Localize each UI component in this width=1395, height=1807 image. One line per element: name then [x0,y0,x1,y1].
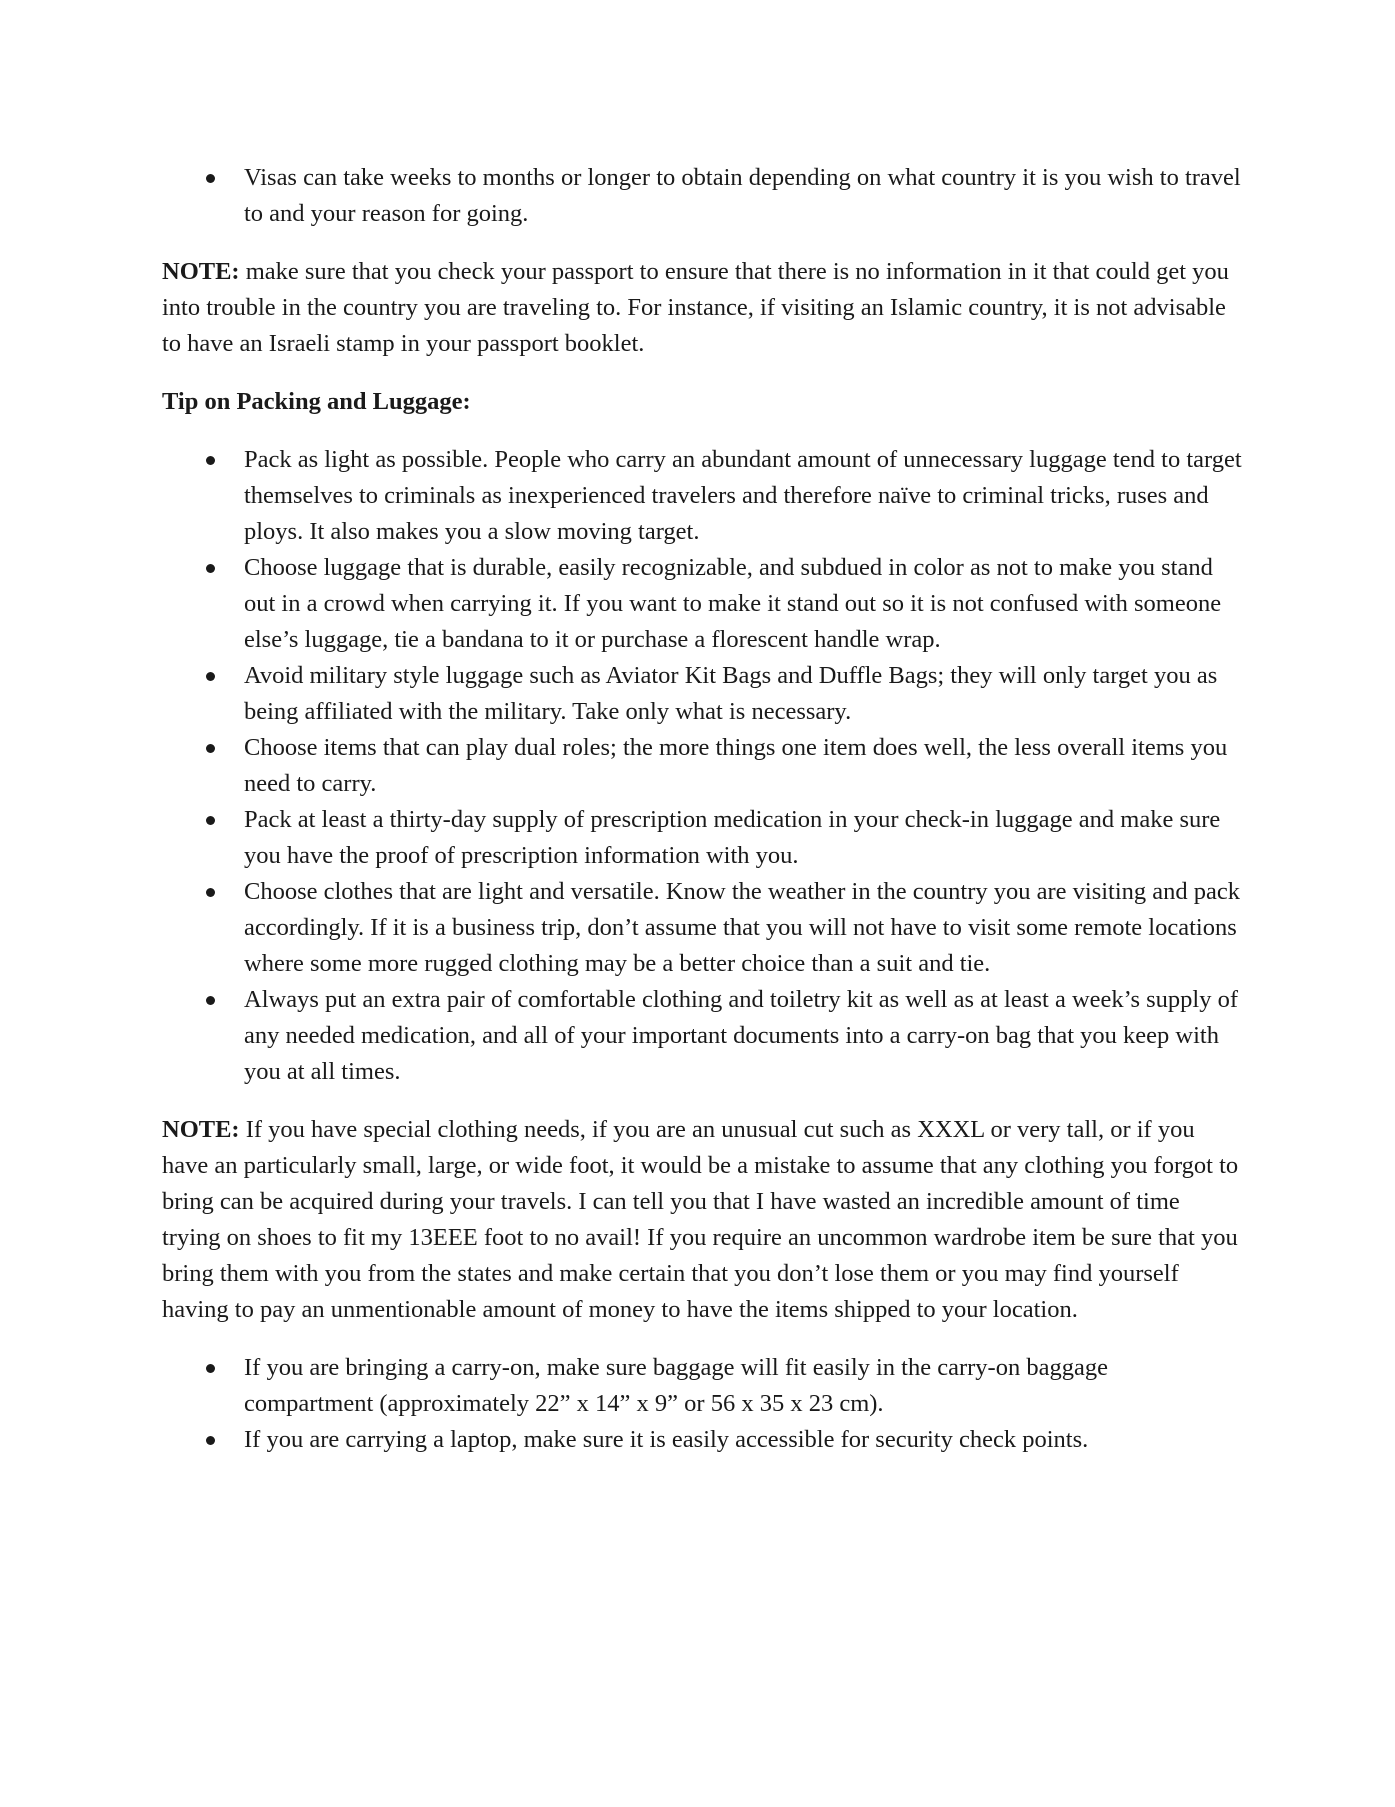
list-item-text: If you are carrying a laptop, make sure it is easily accessible for security check points. [244,1426,1089,1453]
bullet-icon [206,888,215,897]
list-item [162,442,1242,550]
list-item [162,1422,1242,1458]
list-item [162,982,1242,1090]
bullet-icon [206,1364,215,1373]
list-item [162,874,1242,982]
note-text: If you have special clothing needs, if you are an unusual cut such as XXXL or very tall, or if you have an particularly small, large, or wide foot, it would be a mistake to assume that any clothing you forgot to bring can be acquired during your travels. I can tell you that I have wasted an incredible amount of time trying on shoes to fit my 13EEE foot to no avail! If you require an uncommon wardrobe item be sure that you bring them with you from the states and make certain that you don’t lose them or you may find yourself having to pay an unmentionable amount of money to have the items shipped to your location. [162,1116,1239,1323]
document-page [162,160,1242,1458]
note-text: make sure that you check your passport to ensure that there is no information in it that could get you into trouble in the country you are traveling to. For instance, if visiting an Islamic country, it is not advisable to have an Israeli stamp in your passport booklet. [162,258,1229,357]
section-heading [162,384,1242,420]
list-item-text: If you are bringing a carry-on, make sure baggage will fit easily in the carry-on baggage compartment (approximately 22” x 14” x 9” or 56 x 35 x 23 cm). [244,1354,1108,1417]
bullet-icon [206,456,215,465]
bullet-icon [206,564,215,573]
list-item-text: Visas can take weeks to months or longer to obtain depending on what country it is you wish to travel to and your reason for going. [244,164,1241,227]
list-item-text: Pack at least a thirty-day supply of prescription medication in your check-in luggage and make sure you have the proof of prescription information with you. [244,806,1221,869]
list-item-text: Choose luggage that is durable, easily recognizable, and subdued in color as not to make you stand out in a crowd when carrying it. If you want to make it stand out so it is not confused with someone else’s luggage, tie a bandana to it or purchase a florescent handle wrap. [244,554,1222,653]
list-item-text: Choose clothes that are light and versatile. Know the weather in the country you are visiting and pack accordingly. If it is a business trip, don’t assume that you will not have to visit some remote locations where some more rugged clothing may be a better choice than a suit and tie. [244,878,1241,977]
bullet-icon [206,996,215,1005]
packing-list [162,442,1242,1090]
list-item [162,160,1242,232]
list-item [162,802,1242,874]
note-label: NOTE: [162,258,240,285]
section-heading-text: Tip on Packing and Luggage: [162,388,471,415]
visa-list [162,160,1242,232]
bullet-icon [206,744,215,753]
list-item [162,658,1242,730]
list-item-text: Choose items that can play dual roles; the more things one item does well, the less overall items you need to carry. [244,734,1228,797]
note-paragraph-clothing [162,1112,1242,1328]
list-item [162,730,1242,802]
bullet-icon [206,1436,215,1445]
note-label: NOTE: [162,1116,240,1143]
list-item-text: Pack as light as possible. People who carry an abundant amount of unnecessary luggage tend to target themselves to criminals as inexperienced travelers and therefore naïve to criminal tricks, ruses and ploys. It also makes you a slow moving target. [244,446,1242,545]
note-paragraph-passport [162,254,1242,362]
bullet-icon [206,816,215,825]
carryon-list [162,1350,1242,1458]
list-item-text: Avoid military style luggage such as Aviator Kit Bags and Duffle Bags; they will only target you as being affiliated with the military. Take only what is necessary. [244,662,1218,725]
list-item [162,550,1242,658]
bullet-icon [206,174,215,183]
list-item-text: Always put an extra pair of comfortable clothing and toiletry kit as well as at least a week’s supply of any needed medication, and all of your important documents into a carry-on bag that you keep with you at all times. [244,986,1239,1085]
bullet-icon [206,672,215,681]
list-item [162,1350,1242,1422]
